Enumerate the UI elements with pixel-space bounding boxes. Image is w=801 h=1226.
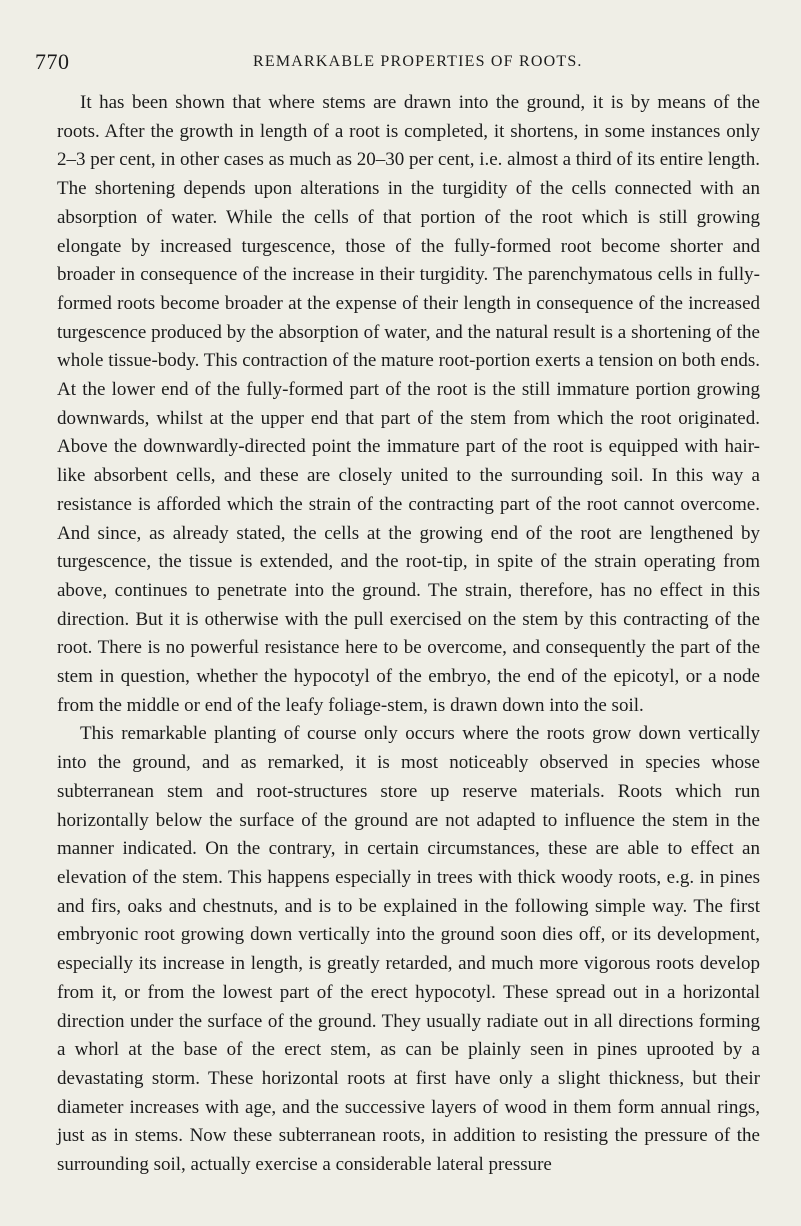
- paragraph: This remarkable planting of course only occurs where the roots grow down vertically into the ground, and as remarked, it is most noticeably observed in species whose subterranean stem and root-structures store up reserve materials. Roots which run horizontally below the surface of the ground are not adapted to influence the stem in the manner indicated. On the contrary, in certain circumstances, these are able to effect an elevation of the stem. This happens especially in trees with thick woody roots, e.g. in pines and firs, oaks and chestnuts, and is to be explained in the following simple way. The first embryonic root growing down vertically into the ground soon dies off, or its development, especially its increase in length, is greatly retarded, and much more vigorous roots develop from it, or from the lowest part of the erect hypocotyl. These spread out in a horizontal direction under the surface of the ground. They usually radiate out in all directions forming a whorl at the base of the erect stem, as can be plainly seen in pines uprooted by a devastating storm. These horizontal roots at first have only a slight thickness, but their diameter increases with age, and the successive layers of wood in them form annual rings, just as in stems. Now these subterranean roots, in addition to resisting the pressure of the surrounding soil, actually exercise a considerable lateral pressure: [57, 723, 760, 1176]
- page-header: [35, 49, 761, 79]
- paragraph: It has been shown that where stems are drawn into the ground, it is by means of the roots. After the growth in length of a root is completed, it shortens, in some instances only 2–3 per cent, in other cases as much as 20–30 per cent, i.e. almost a third of its entire length. The shortening depends upon alterations in the turgidity of the cells connected with an absorption of water. While the cells of that portion of the root which is still growing elongate by increased turgescence, those of the fully-formed root become shorter and broader in consequence of the increase in their turgidity. The parenchymatous cells in fully-formed roots become broader at the expense of their length in consequence of the increased turgescence produced by the absorption of water, and the natural result is a shortening of the whole tissue-body. This contraction of the mature root-portion exerts a tension on both ends. At the lower end of the fully-formed part of the root is the still immature portion growing downwards, whilst at the upper end that part of the stem from which the root originated. Above the downwardly-directed point the immature part of the root is equipped with hair-like absorbent cells, and these are closely united to the surrounding soil. In this way a resistance is afforded which the strain of the contracting part of the root cannot overcome. And since, as already stated, the cells at the growing end of the root are lengthened by turgescence, the tissue is extended, and the root-tip, in spite of the strain operating from above, continues to penetrate into the ground. The strain, therefore, has no effect in this direction. But it is otherwise with the pull exercised on the stem by this contracting of the root. There is no powerful resistance here to be overcome, and consequently the part of the stem in question, whether the hypocotyl of the embryo, the end of the epicotyl, or a node from the middle or end of the leafy foliage-stem, is drawn down into the soil.: [57, 92, 760, 716]
- page-number: 770: [35, 49, 70, 74]
- body-text: [57, 89, 760, 1180]
- running-head: REMARKABLE PROPERTIES OF ROOTS.: [253, 53, 583, 70]
